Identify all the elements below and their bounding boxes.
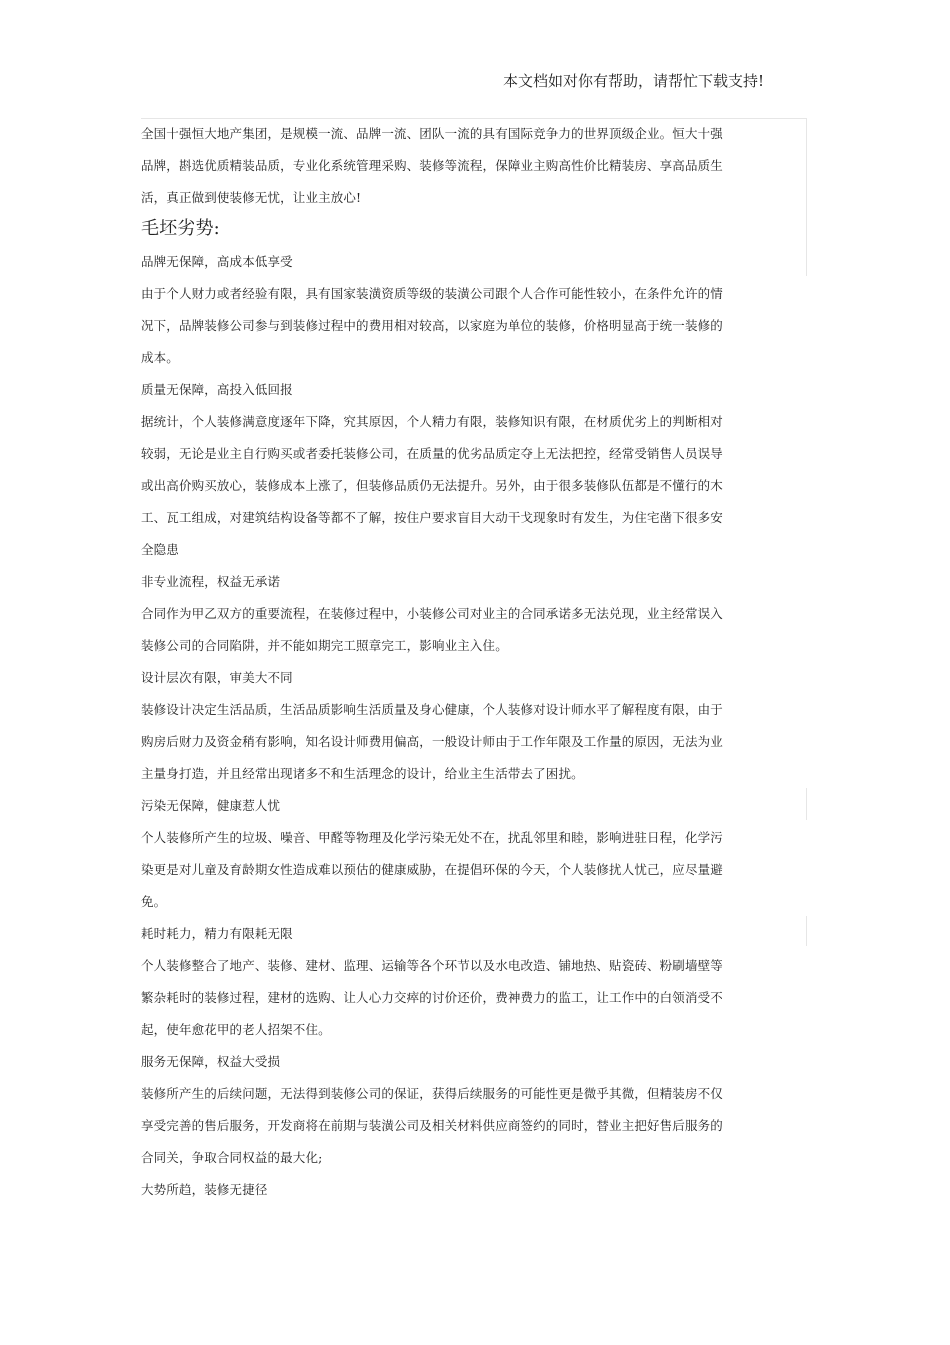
paragraph-line: 购房后财力及资金稍有影响，知名设计师费用偏高，一般设计师由于工作年限及工作量的原因，无法为业 (141, 734, 723, 749)
paragraph-line: 染更是对儿童及育龄期女性造成难以预估的健康威胁，在提倡环保的今天，个人装修扰人忧己，应尽量避 (141, 862, 723, 877)
paragraph-line: 享受完善的售后服务，开发商将在前期与装潢公司及相关材料供应商签约的同时，替业主把好售后服务的 (141, 1118, 723, 1133)
content-frame-right-border (806, 788, 807, 820)
header-download-note: 本文档如对你有帮助，请帮忙下载支持! (502, 72, 764, 90)
paragraph-line: 成本。 (141, 350, 179, 365)
paragraph-line: 全隐患 (141, 542, 179, 557)
paragraph-line: 质量无保障，高投入低回报 (141, 382, 293, 397)
paragraph-line: 装修所产生的后续问题，无法得到装修公司的保证，获得后续服务的可能性更是微乎其微，但精装房不仅 (141, 1086, 723, 1101)
paragraph-line: 起，使年愈花甲的老人招架不住。 (141, 1022, 331, 1037)
paragraph-line: 据统计，个人装修满意度逐年下降，究其原因，个人精力有限，装修知识有限，在材质优劣上的判断相对 (141, 414, 723, 429)
paragraph-line: 设计层次有限，审美大不同 (141, 670, 293, 685)
paragraph-line: 污染无保障，健康惹人忧 (141, 798, 281, 813)
paragraph-line: 品牌，斟选优质精装品质，专业化系统管理采购、装修等流程，保障业主购高性价比精装房、享高品质生 (141, 158, 723, 173)
section-heading: 毛坯劣势: (141, 218, 220, 239)
document-body (141, 118, 741, 1206)
paragraph-line: 合同关，争取合同权益的最大化; (141, 1150, 323, 1165)
paragraph-line: 个人装修所产生的垃圾、噪音、甲醛等物理及化学污染无处不在，扰乱邻里和睦，影响进驻日程，化学污 (141, 830, 723, 845)
paragraph-line: 繁杂耗时的装修过程，建材的选购、让人心力交瘁的讨价还价，费神费力的监工，让工作中的白领消受不 (141, 990, 723, 1005)
paragraph-line: 活，真正做到使装修无忧，让业主放心! (141, 190, 362, 205)
paragraph-line: 装修公司的合同陷阱，并不能如期完工照章完工，影响业主入住。 (141, 638, 508, 653)
paragraph-line: 工、瓦工组成，对建筑结构设备等都不了解，按住户要求盲目大动干戈现象时有发生，为住宅凿下很多安 (141, 510, 723, 525)
paragraph-line: 品牌无保障，高成本低享受 (141, 254, 293, 269)
paragraph-line: 况下，品牌装修公司参与到装修过程中的费用相对较高，以家庭为单位的装修，价格明显高于统一装修的 (141, 318, 723, 333)
paragraph-line: 大势所趋，装修无捷径 (141, 1182, 268, 1197)
paragraph-line: 服务无保障，权益大受损 (141, 1054, 281, 1069)
paragraph-line: 主量身打造，并且经常出现诸多不和生活理念的设计，给业主生活带去了困扰。 (141, 766, 584, 781)
content-frame-right-border (806, 118, 807, 276)
paragraph-line: 全国十强恒大地产集团，是规模一流、品牌一流、团队一流的具有国际竞争力的世界顶级企业。恒大十强 (141, 126, 723, 141)
paragraph-line: 免。 (141, 894, 167, 909)
paragraph-line: 装修设计决定生活品质，生活品质影响生活质量及身心健康，个人装修对设计师水平了解程度有限，由于 (141, 702, 723, 717)
content-frame-right-border (806, 916, 807, 946)
paragraph-line: 个人装修整合了地产、装修、建材、监理、运输等各个环节以及水电改造、铺地热、贴瓷砖、粉刷墙壁等 (141, 958, 723, 973)
paragraph-line: 耗时耗力，精力有限耗无限 (141, 926, 293, 941)
paragraph-line: 由于个人财力或者经验有限，具有国家装潢资质等级的装潢公司跟个人合作可能性较小，在条件允许的情 (141, 286, 723, 301)
paragraph-line: 较弱，无论是业主自行购买或者委托装修公司，在质量的优劣品质定夺上无法把控，经常受销售人员误导 (141, 446, 723, 461)
paragraph-line: 或出高价购买放心，装修成本上涨了，但装修品质仍无法提升。另外，由于很多装修队伍都是不懂行的木 (141, 478, 723, 493)
paragraph-line: 合同作为甲乙双方的重要流程，在装修过程中，小装修公司对业主的合同承诺多无法兑现，业主经常误入 (141, 606, 723, 621)
paragraph-line: 非专业流程，权益无承诺 (141, 574, 281, 589)
